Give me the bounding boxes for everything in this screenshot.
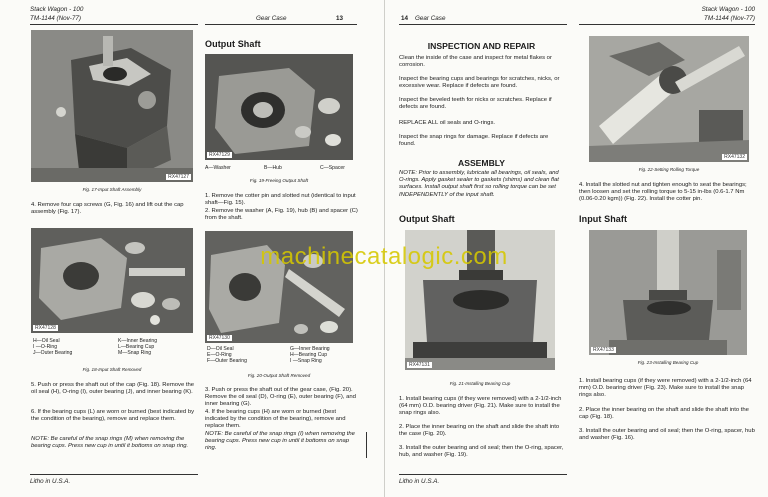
fig19-code: RX47129: [209, 152, 230, 158]
assembly-note: NOTE: Prior to assembly, lubricate all bearings, oil seals, and O-rings. Apply gasket sealer to gaskets (shims) and clean flat surfaces. Install output shaft first so rolling torque can be set INDEPENDENTLY of the input shaft.: [399, 170, 559, 198]
fig18-legend-col1: [33, 338, 93, 357]
legend-item: K—Inner Bearing: [118, 338, 158, 344]
fig20-legend-col1: [207, 346, 277, 365]
legend-item: E—O-Ring: [207, 352, 232, 359]
note-2-text: NOTE: Be careful of the snap rings (I) when removing the bearing cups. Press new cup in until it bottoms on snap ring.: [205, 431, 355, 452]
inspection-p4: REPLACE ALL oil seals and O-rings.: [399, 120, 496, 126]
fig18-legend-col2: [118, 338, 188, 357]
legend-item: I —O-Ring: [33, 344, 58, 351]
input-step-2: 2. Place the inner bearing on the shaft and slide the shaft into the cap (Fig. 18).: [579, 407, 749, 421]
input-step-1: 1. Install bearing cups (if they were removed) with a 2-1/2-inch (64 mm) O.D. bearing driver (Fig. 23). Make sure to install the snap rings also.: [579, 378, 752, 399]
fig19-legend-c: C—Spacer: [320, 165, 345, 171]
legend-item: I —Snap Ring: [290, 358, 322, 365]
fig23-caption: Fig. 23-Installing Bearing Cup: [637, 360, 699, 365]
step-4b-text: 4. If the bearing cups (H) are worn or burned (best indicated by the condition of the bearing), remove and replace them.: [205, 409, 346, 430]
legend-item: J—Outer Bearing: [33, 350, 73, 357]
inspection-p2: Inspect the bearing cups and bearings for scratches, nicks, or excessive wear. Replace if defects are found.: [399, 76, 560, 90]
input-step-3: 3. Install the outer bearing and oil seal; then the O-ring, spacer, hub and washer (Fig. 16).: [579, 428, 755, 442]
page-number: 14: [401, 15, 409, 22]
fig22-caption: Fig. 22-Setting Rolling Torque: [638, 167, 700, 172]
step-6-text: 6. If the bearing cups (L) are worn or burned (best indicated by the condition of the bearing), remove and replace them.: [31, 409, 195, 423]
header-left-subtitle: TM-1144 (Nov-77): [30, 15, 81, 22]
output-step-3: 3. Install the outer bearing and oil seal; then the O-ring, spacer, hub, and washer (Fig. 19).: [399, 445, 564, 459]
footer-text: Litho in U.S.A.: [30, 478, 71, 485]
torque-step-4: 4. Install the slotted nut and tighten enough to seat the bearings; then loosen and set the rolling torque to 5-15 in-lbs (0.6-1.7 Nm (0.06-0.20 kgm)) (Fig. 22). Install the cotter pin.: [579, 182, 747, 203]
watermark-text: machinecatalogic.com: [260, 243, 508, 270]
step-3-text: 3. Push or press the shaft out of the gear case, (Fig. 20). Remove the oil seal (D), O-ring (E), outer bearing (F), and inner bearing (G).: [205, 387, 356, 408]
legend-item: L—Bearing Cup: [118, 344, 155, 351]
legend-item: H—Oil Seal: [33, 338, 60, 344]
legend-item: H—Bearing Cup: [290, 352, 328, 359]
section-title-input-shaft: Input Shaft: [579, 214, 628, 224]
output-step-2: 2. Place the inner bearing on the shaft and slide the shaft into the case (Fig. 20).: [399, 424, 560, 438]
step-4-text: 4. Remove four cap screws (G, Fig. 16) and lift out the cap assembly (Fig. 17).: [31, 202, 184, 216]
fig21-code: RX47131: [409, 362, 430, 368]
footer-text: Litho in U.S.A.: [399, 478, 440, 485]
inspection-title: INSPECTION AND REPAIR: [427, 41, 536, 51]
header-section-name: Gear Case: [256, 15, 287, 22]
assembly-title: ASSEMBLY: [458, 158, 505, 168]
fig17-photo: [31, 30, 193, 182]
inspection-p3: Inspect the beveled teeth for nicks or scratches. Replace if defects are found.: [399, 97, 552, 111]
fig22-code: RX47132: [724, 154, 745, 160]
header-section-name: Gear Case: [415, 15, 446, 22]
fig19-legend-b: B—Hub: [264, 165, 282, 171]
fig18-caption: Fig. 18-Input Shaft Removed: [82, 367, 142, 372]
header-left-title: Stack Wagon - 100: [30, 6, 84, 13]
step-2-text: 2. Remove the washer (A, Fig. 19), hub (B) and spacer (C) from the shaft.: [205, 208, 358, 222]
fig18-code: RX47128: [35, 325, 56, 331]
legend-item: D—Oil Seal: [207, 346, 234, 352]
section-title-output-shaft: Output Shaft: [205, 39, 261, 49]
fig23-code: RX47133: [593, 347, 614, 353]
legend-item: G—Inner Bearing: [290, 346, 330, 352]
fig17-code: RX47127: [168, 174, 189, 180]
fig19-caption: Fig. 19-Freeing Output Shaft: [249, 178, 309, 183]
fig19-legend-a: A—Washer: [205, 165, 231, 171]
fig21-caption: Fig. 21-Installing Bearing Cup: [449, 381, 511, 386]
step-5-text: 5. Push or press the shaft out of the cap (Fig. 18). Remove the oil seal (H), O-ring (I), outer bearing (J), and inner bearing (K).: [31, 382, 195, 396]
output-step-1: 1. Install bearing cups (if they were removed) with a 2-1/2-inch (64 mm) O.D. bearing driver (Fig. 21). Make sure to install the snap rings also.: [399, 396, 562, 417]
note-text: NOTE: Be careful of the snap rings (M) when removing the bearing cups. Press new cup in until it bottoms on snap ring.: [31, 436, 189, 450]
legend-item: M—Snap Ring: [118, 350, 152, 357]
header-right-title: Stack Wagon - 100: [701, 6, 755, 13]
margin-change-bar: [362, 432, 367, 458]
fig22-photo: [589, 36, 749, 162]
section-title-output-shaft: Output Shaft: [399, 214, 455, 224]
fig20-caption: Fig. 20-Output Shaft Removed: [247, 373, 311, 378]
fig17-caption: Fig. 17-Input Shaft Assembly: [82, 187, 142, 192]
page-number: 13: [336, 15, 344, 22]
fig20-code: RX47130: [209, 335, 230, 341]
inspection-p5: Inspect the snap rings for damage. Replace if defects are found.: [399, 134, 549, 148]
fig20-legend-col2: [290, 346, 360, 365]
step-1-text: 1. Remove the cotter pin and slotted nut (identical to input shaft—Fig. 15).: [205, 193, 356, 207]
fig19-photo: [205, 54, 353, 160]
inspection-p1: Clean the inside of the case and inspect for metal flakes or corrosion.: [399, 55, 552, 69]
header-right-subtitle: TM-1144 (Nov-77): [704, 15, 755, 22]
legend-item: F—Outer Bearing: [207, 358, 247, 365]
